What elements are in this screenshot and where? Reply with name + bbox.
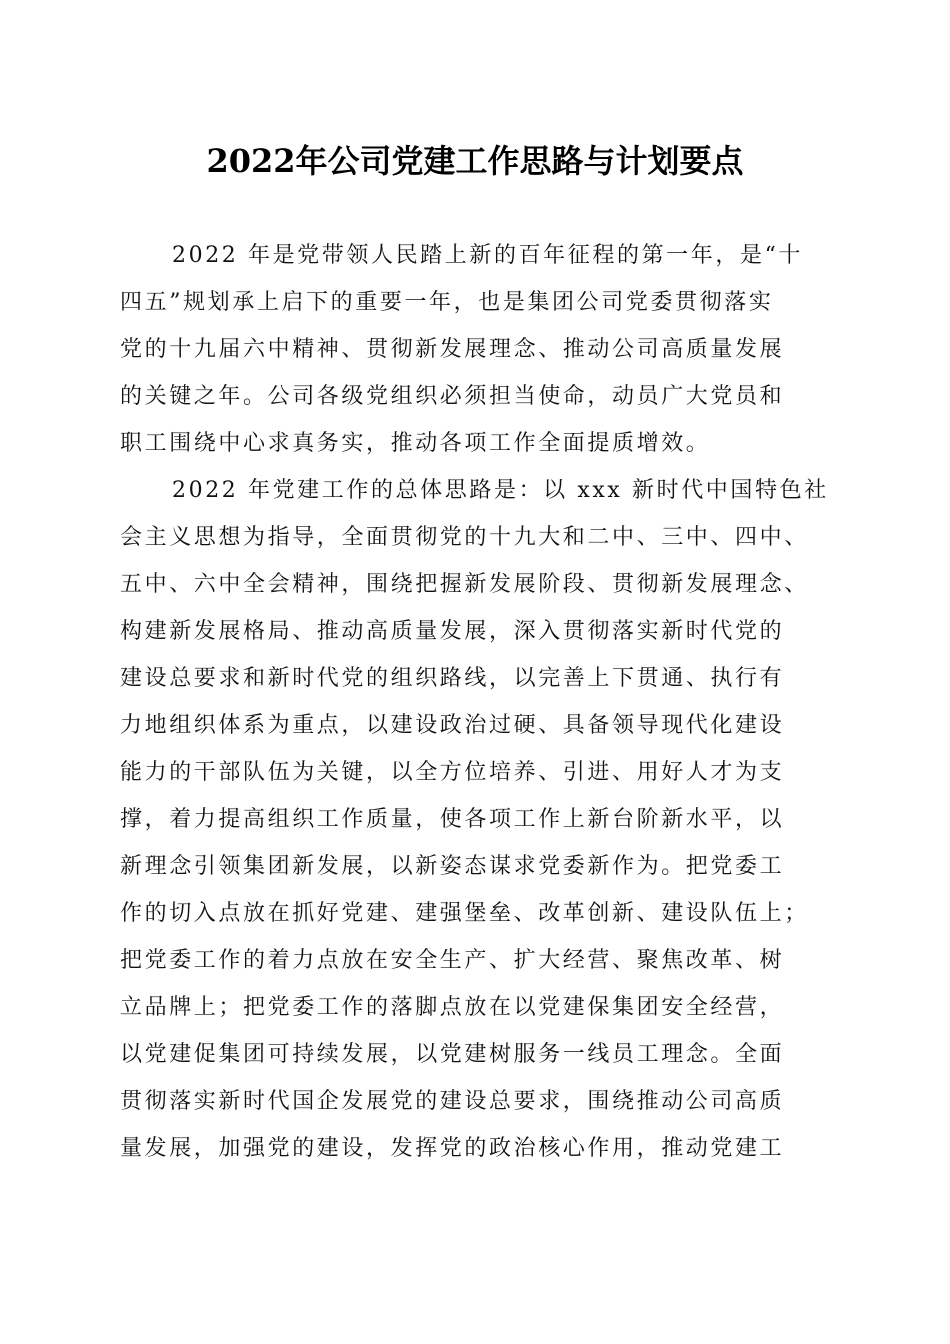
paragraph-line: 以党建促集团可持续发展，以党建树服务一线员工理念。全面 xyxy=(120,1042,785,1067)
paragraph-line: 撑，着力提高组织工作质量，使各项工作上新台阶新水平，以 xyxy=(120,807,785,832)
paragraph-line: 量发展，加强党的建设，发挥党的政治核心作用，推动党建工 xyxy=(120,1136,785,1161)
paragraph-line: 的关键之年。公司各级党组织必须担当使命，动员广大党员和 xyxy=(120,384,785,409)
document-title: 2022年公司党建工作思路与计划要点 xyxy=(206,142,744,180)
paragraph-line: 职工围绕中心求真务实，推动各项工作全面提质增效。 xyxy=(120,431,711,456)
document-body xyxy=(120,232,832,1172)
paragraph-line: 四五”规划承上启下的重要一年，也是集团公司党委贯彻落实 xyxy=(120,290,774,315)
paragraph-line: 把党委工作的着力点放在安全生产、扩大经营、聚焦改革、树 xyxy=(120,948,785,973)
paragraph-line: 五中、六中全会精神，围绕把握新发展阶段、贯彻新发展理念、 xyxy=(120,572,809,597)
paragraph-line: 力地组织体系为重点，以建设政治过硬、具备领导现代化建设 xyxy=(120,713,785,738)
paragraph-line: 立品牌上；把党委工作的落脚点放在以党建保集团安全经营， xyxy=(120,995,785,1020)
paragraph-overall-thinking xyxy=(120,467,832,1172)
paragraph-line: 能力的干部队伍为关键，以全方位培养、引进、用好人才为支 xyxy=(120,760,785,785)
paragraph-line: 2022 年是党带领人民踏上新的百年征程的第一年，是“十 xyxy=(172,243,804,268)
paragraph-line: 新理念引领集团新发展，以新姿态谋求党委新作为。把党委工 xyxy=(120,854,785,879)
paragraph-line: 贯彻落实新时代国企发展党的建设总要求，围绕推动公司高质 xyxy=(120,1089,785,1114)
paragraph-line: 构建新发展格局、推动高质量发展，深入贯彻落实新时代党的 xyxy=(120,619,785,644)
paragraph-line: 建设总要求和新时代党的组织路线，以完善上下贯通、执行有 xyxy=(120,666,785,691)
paragraph-line: 作的切入点放在抓好党建、建强堡垒、改革创新、建设队伍上； xyxy=(120,901,809,926)
paragraph-line: 2022 年党建工作的总体思路是：以 xxx 新时代中国特色社 xyxy=(172,478,829,503)
paragraph-intro xyxy=(120,232,832,467)
paragraph-line: 会主义思想为指导，全面贯彻党的十九大和二中、三中、四中、 xyxy=(120,525,809,550)
paragraph-line: 党的十九届六中精神、贯彻新发展理念、推动公司高质量发展 xyxy=(120,337,785,362)
